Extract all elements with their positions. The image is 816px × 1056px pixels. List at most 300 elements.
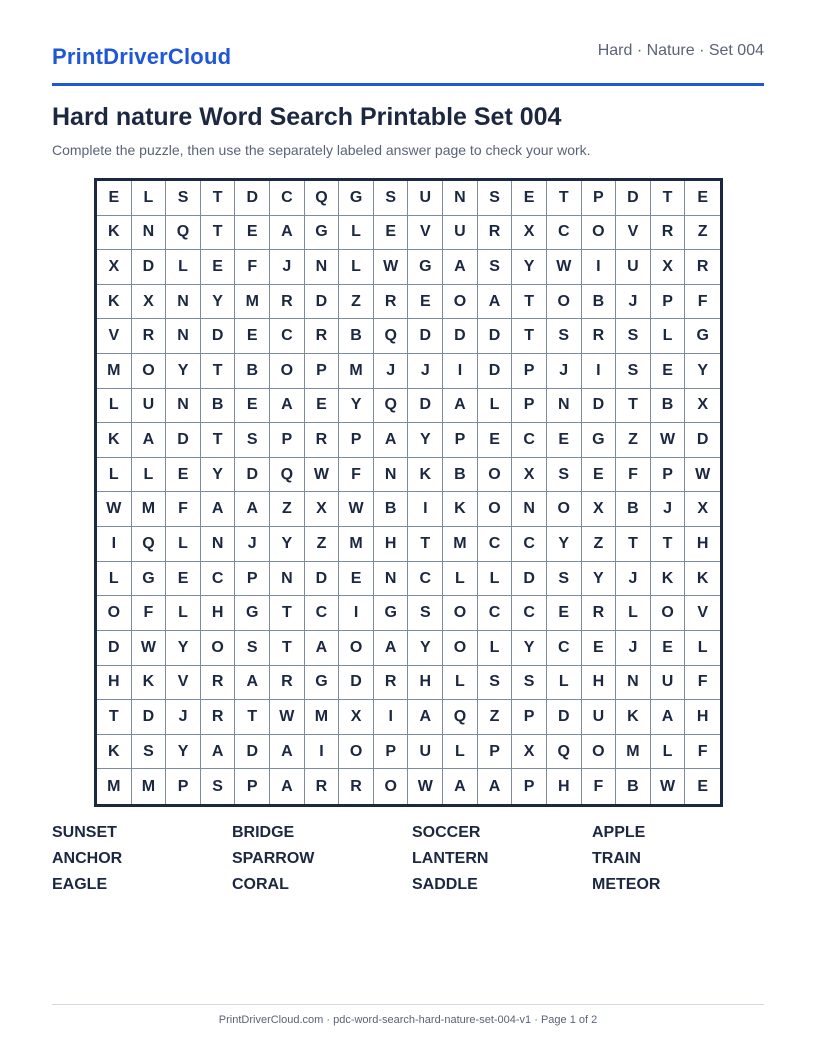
grid-cell: H [408,666,443,701]
grid-cell: Y [685,354,720,389]
grid-cell: L [685,631,720,666]
grid-cell: I [443,354,478,389]
grid-cell: Y [339,389,374,424]
word-list [52,824,772,894]
grid-cell: T [97,700,132,735]
grid-cell: S [478,181,513,216]
grid-cell: J [616,285,651,320]
grid-cell: S [201,769,236,804]
word-list-item: SADDLE [412,876,478,893]
grid-cell: U [582,700,617,735]
grid-cell: I [305,735,340,770]
grid-cell: T [408,527,443,562]
grid-cell: N [132,216,167,251]
grid-cell: Y [512,250,547,285]
grid-cell: G [305,216,340,251]
grid-cell: G [582,423,617,458]
grid-cell: L [97,458,132,493]
grid-cell: B [616,492,651,527]
grid-cell: T [201,423,236,458]
grid-cell: O [443,596,478,631]
grid-cell: G [685,319,720,354]
grid-cell: P [651,285,686,320]
grid-cell: Z [582,527,617,562]
grid-cell: X [651,250,686,285]
grid-cell: Y [547,527,582,562]
grid-cell: I [408,492,443,527]
grid-cell: U [132,389,167,424]
grid-cell: M [235,285,270,320]
grid-cell: C [408,562,443,597]
grid-cell: Q [443,700,478,735]
grid-cell: L [443,562,478,597]
grid-cell: O [547,285,582,320]
grid-cell: D [582,389,617,424]
grid-cell: E [374,216,409,251]
grid-cell: A [443,250,478,285]
grid-cell: G [132,562,167,597]
grid-cell: M [339,354,374,389]
grid-cell: C [305,596,340,631]
grid-cell: J [374,354,409,389]
grid-cell: T [201,181,236,216]
grid-cell: H [582,666,617,701]
grid-cell: B [201,389,236,424]
grid-cell: O [201,631,236,666]
grid-cell: D [443,319,478,354]
grid-cell: W [339,492,374,527]
grid-cell: J [547,354,582,389]
grid-cell: R [132,319,167,354]
grid-cell: E [235,389,270,424]
grid-cell: F [339,458,374,493]
grid-cell: E [478,423,513,458]
word-list-item: CORAL [232,876,289,893]
grid-cell: D [235,181,270,216]
grid-cell: K [685,562,720,597]
grid-cell: O [478,492,513,527]
word-list-item: EAGLE [52,876,108,893]
grid-cell: M [97,769,132,804]
grid-cell: Z [339,285,374,320]
grid-cell: O [582,216,617,251]
grid-cell: Y [201,458,236,493]
grid-cell: J [270,250,305,285]
grid-cell: P [512,354,547,389]
page-footer: PrintDriverCloud.com · pdc-word-search-hard-nature-set-004-v1 · Page 1 of 2 [218,1014,598,1026]
grid-cell: X [512,735,547,770]
grid-cell: E [166,458,201,493]
grid-cell: Q [132,527,167,562]
grid-cell: L [132,181,167,216]
grid-cell: G [339,181,374,216]
brand-logo[interactable]: PrintDriverCloud [52,44,232,69]
grid-cell: W [651,423,686,458]
grid-cell: D [408,389,443,424]
grid-cell: C [512,527,547,562]
grid-cell: W [97,492,132,527]
grid-cell: O [374,769,409,804]
grid-cell: E [685,181,720,216]
grid-cell: L [97,389,132,424]
grid-cell: L [616,596,651,631]
grid-cell: M [616,735,651,770]
grid-cell: E [305,389,340,424]
grid-cell: L [97,562,132,597]
grid-cell: I [582,250,617,285]
grid-cell: Y [166,735,201,770]
grid-cell: Q [305,181,340,216]
grid-cell: M [132,769,167,804]
grid-cell: D [166,423,201,458]
grid-cell: O [547,492,582,527]
grid-cell: Y [408,423,443,458]
word-list-item: SUNSET [52,824,117,841]
grid-cell: N [616,666,651,701]
grid-cell: L [166,527,201,562]
grid-cell: D [339,666,374,701]
word-list-item: APPLE [592,824,646,841]
grid-cell: E [408,285,443,320]
grid-cell: C [547,631,582,666]
grid-cell: K [616,700,651,735]
grid-cell: P [512,389,547,424]
grid-cell: N [166,389,201,424]
grid-cell: M [339,527,374,562]
grid-cell: K [97,423,132,458]
grid-cell: E [339,562,374,597]
grid-cell: U [651,666,686,701]
grid-cell: T [512,319,547,354]
grid-cell: A [374,423,409,458]
grid-cell: Y [270,527,305,562]
grid-cell: S [616,319,651,354]
grid-cell: D [685,423,720,458]
grid-cell: G [305,666,340,701]
grid-cell: C [478,596,513,631]
grid-cell: D [132,250,167,285]
grid-cell: A [443,389,478,424]
grid-cell: E [582,631,617,666]
grid-cell: T [201,354,236,389]
grid-cell: G [408,250,443,285]
grid-cell: D [305,562,340,597]
grid-cell: D [201,319,236,354]
grid-cell: X [305,492,340,527]
grid-cell: N [166,285,201,320]
grid-cell: B [374,492,409,527]
grid-cell: D [478,354,513,389]
grid-cell: I [374,700,409,735]
grid-cell: S [235,423,270,458]
grid-cell: U [408,181,443,216]
grid-cell: U [616,250,651,285]
grid-cell: E [201,250,236,285]
grid-cell: K [97,216,132,251]
grid-cell: P [582,181,617,216]
grid-cell: Y [166,354,201,389]
grid-cell: A [270,735,305,770]
grid-cell: E [697,777,709,795]
grid-cell: Z [616,423,651,458]
grid-cell: A [201,735,236,770]
grid-cell: O [443,285,478,320]
grid-cell: P [651,458,686,493]
grid-cell: N [305,250,340,285]
word-list-item: TRAIN [592,850,641,867]
grid-cell: S [547,319,582,354]
grid-cell: F [685,735,720,770]
grid-cell: E [547,596,582,631]
grid-cell: V [685,596,720,631]
grid-cell: R [270,285,305,320]
grid-cell: K [443,492,478,527]
grid-cell: F [166,492,201,527]
grid-cell: Y [582,562,617,597]
grid-cell: L [132,458,167,493]
grid-cell: T [547,181,582,216]
grid-cell: S [408,596,443,631]
grid-cell: B [651,389,686,424]
grid-cell: F [582,769,617,804]
grid-cell: F [132,596,167,631]
grid-cell: T [616,389,651,424]
grid-cell: D [547,700,582,735]
grid-cell: E [582,458,617,493]
grid-cell: M [97,354,132,389]
grid-cell: P [512,769,547,804]
grid-cell: B [616,769,651,804]
grid-cell: X [512,216,547,251]
grid-cell: U [408,735,443,770]
grid-cell: A [270,389,305,424]
grid-cell: A [374,631,409,666]
grid-cell: L [166,596,201,631]
grid-cell: X [132,285,167,320]
grid-cell: P [443,423,478,458]
grid-cell: A [270,769,305,804]
grid-cell: H [685,527,720,562]
grid-cell: P [305,354,340,389]
grid-cell: L [339,250,374,285]
grid-cell: X [685,492,720,527]
grid-cell: X [339,700,374,735]
grid-cell: L [339,216,374,251]
grid-cell: T [512,285,547,320]
grid-cell: K [97,285,132,320]
grid-cell: L [443,666,478,701]
grid-cell: R [582,319,617,354]
grid-cell: W [132,631,167,666]
grid-cell: E [235,319,270,354]
grid-cell: G [374,596,409,631]
grid-cell: Y [408,631,443,666]
grid-cell: F [616,458,651,493]
grid-cell: H [201,596,236,631]
grid-cell: X [512,458,547,493]
grid-cell: E [97,181,132,216]
grid-cell: L [651,735,686,770]
grid-cell: P [512,700,547,735]
grid-cell: A [478,285,513,320]
grid-cell: R [305,769,340,804]
grid-cell: P [478,735,513,770]
grid-cell: D [478,319,513,354]
grid-cell: Z [305,527,340,562]
grid-cell: P [270,423,305,458]
grid-cell: J [616,631,651,666]
grid-cell: B [443,458,478,493]
grid-cell: R [201,666,236,701]
grid-cell: S [547,562,582,597]
grid-cell: M [305,700,340,735]
grid-cell: J [235,527,270,562]
grid-cell: P [374,735,409,770]
grid-cell: B [582,285,617,320]
page-title: Hard nature Word Search Printable Set 004 [52,103,562,131]
grid-cell: K [408,458,443,493]
grid-cell: S [616,354,651,389]
grid-cell: T [616,527,651,562]
grid-cell: T [651,181,686,216]
grid-cell: A [651,700,686,735]
grid-cell: E [512,181,547,216]
grid-cell: R [374,666,409,701]
grid-cell: U [443,216,478,251]
grid-cell: O [478,458,513,493]
grid-cell: Y [201,285,236,320]
grid-cell: W [270,700,305,735]
grid-cell: T [270,631,305,666]
grid-cell: Q [374,389,409,424]
grid-cell: V [97,319,132,354]
grid-cell: L [547,666,582,701]
grid-cell: W [651,769,686,804]
grid-cell: S [235,631,270,666]
grid-cell: O [443,631,478,666]
grid-cell: P [235,562,270,597]
grid-cell: S [478,666,513,701]
grid-cell: Y [512,631,547,666]
grid-cell: L [478,562,513,597]
grid-cell: A [443,769,478,804]
grid-cell: N [374,562,409,597]
grid-cell: S [132,735,167,770]
grid-cell: L [478,631,513,666]
grid-cell: S [512,666,547,701]
grid-cell: P [339,423,374,458]
grid-cell: W [547,250,582,285]
grid-cell: O [339,735,374,770]
grid-cell: C [270,181,305,216]
grid-cell: O [270,354,305,389]
grid-cell: H [374,527,409,562]
grid-cell: R [374,285,409,320]
grid-cell: Q [547,735,582,770]
word-list-item: ANCHOR [52,850,123,867]
grid-cell: F [235,250,270,285]
grid-cell: H [685,700,720,735]
grid-cell: F [685,666,720,701]
grid-cell: D [235,458,270,493]
grid-cell: Z [685,216,720,251]
grid-cell: I [97,527,132,562]
grid-cell: N [270,562,305,597]
word-list-item: BRIDGE [232,824,295,841]
grid-cell: C [201,562,236,597]
grid-cell: N [166,319,201,354]
grid-cell: R [305,319,340,354]
grid-cell: E [235,216,270,251]
grid-cell: D [132,700,167,735]
grid-cell: R [270,666,305,701]
grid-cell: C [547,216,582,251]
word-list-item: SOCCER [412,824,481,841]
grid-cell: R [339,769,374,804]
grid-cell: S [166,181,201,216]
breadcrumb: Hard · Nature · Set 004 [597,42,764,59]
grid-cell: B [235,354,270,389]
word-list-item: LANTERN [412,850,489,867]
page-subtitle: Complete the puzzle, then use the separately labeled answer page to check your work. [52,142,591,158]
grid-cell: Q [270,458,305,493]
grid-cell: D [616,181,651,216]
grid-cell: C [512,596,547,631]
grid-cell: O [97,596,132,631]
grid-cell: X [685,389,720,424]
word-search-grid [94,178,723,807]
grid-cell: T [201,216,236,251]
grid-cell: N [512,492,547,527]
grid-cell: J [166,700,201,735]
grid-cell: R [685,250,720,285]
grid-cell: E [547,423,582,458]
grid-cell: A [270,216,305,251]
grid-cell: Z [478,700,513,735]
grid-cell: N [443,181,478,216]
grid-cell: O [651,596,686,631]
grid-cell: P [166,769,201,804]
grid-cell: V [166,666,201,701]
grid-cell: P [235,769,270,804]
grid-cell: A [305,631,340,666]
grid-cell: G [235,596,270,631]
grid-cell: E [166,562,201,597]
grid-cell: V [616,216,651,251]
grid-cell: W [408,769,443,804]
grid-cell: Y [166,631,201,666]
grid-cell: C [270,319,305,354]
grid-cell: R [651,216,686,251]
grid-cell: O [339,631,374,666]
grid-cell: A [478,769,513,804]
grid-cell: I [582,354,617,389]
grid-cell: J [616,562,651,597]
grid-cell: A [132,423,167,458]
grid-cell: D [305,285,340,320]
grid-cell: C [512,423,547,458]
grid-cell: J [651,492,686,527]
grid-cell: O [582,735,617,770]
grid-cell: F [685,285,720,320]
grid-cell: E [651,631,686,666]
word-list-item: SPARROW [232,850,315,867]
grid-cell: Z [270,492,305,527]
grid-cell: R [582,596,617,631]
grid-cell: H [97,666,132,701]
grid-cell: L [478,389,513,424]
grid-cell: V [408,216,443,251]
